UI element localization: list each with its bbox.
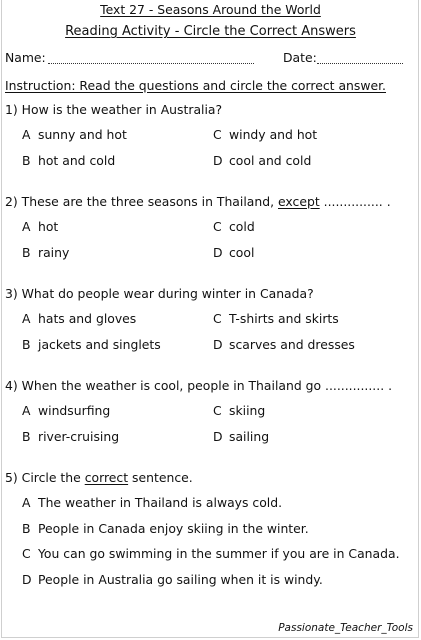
question-4: [5, 378, 392, 393]
option-5a[interactable]: A The weather in Thailand is always cold.: [22, 495, 283, 510]
question-end: .: [388, 378, 393, 393]
date-label: Date:: [283, 50, 317, 65]
option-2d[interactable]: D cool: [213, 245, 255, 260]
question-5: [5, 470, 193, 485]
option-2c[interactable]: C cold: [213, 219, 255, 234]
footer-credit: Passionate_Teacher_Tools: [278, 622, 413, 634]
option-3c[interactable]: C T-shirts and skirts: [213, 311, 339, 326]
text-number-heading: Text 27 - Seasons Around the World: [100, 2, 321, 17]
question-end: .: [386, 194, 391, 209]
question-emphasis: correct: [84, 470, 129, 485]
option-4a[interactable]: A windsurfing: [22, 403, 111, 418]
instruction: Instruction: Read the questions and circle the correct answer.: [5, 78, 386, 93]
question-text: How is the weather in Australia?: [21, 102, 223, 117]
option-5d[interactable]: D People in Australia go sailing when it is windy.: [22, 572, 323, 587]
question-number: 3): [5, 286, 18, 301]
date-field[interactable]: [317, 63, 403, 64]
option-2a[interactable]: A hot: [22, 219, 59, 234]
worksheet-title: Reading Activity - Circle the Correct Answers: [65, 24, 356, 39]
option-1d[interactable]: D cool and cold: [213, 153, 312, 168]
question-text: When the weather is cool, people in Thailand go: [21, 378, 322, 393]
answer-blank: ...............: [323, 194, 383, 209]
option-3d[interactable]: D scarves and dresses: [213, 337, 355, 352]
question-number: 5): [5, 470, 18, 485]
question-text: What do people wear during winter in Canada?: [21, 286, 314, 301]
question-end: sentence.: [132, 470, 193, 485]
question-2: [5, 194, 391, 209]
question-1: [5, 102, 222, 117]
name-field[interactable]: [48, 63, 254, 64]
option-5c[interactable]: C You can go swimming in the summer if you are in Canada.: [22, 546, 400, 561]
question-3: [5, 286, 314, 301]
question-emphasis: except: [278, 194, 320, 209]
option-2b[interactable]: B rainy: [22, 245, 70, 260]
option-4c[interactable]: C skiing: [213, 403, 266, 418]
option-1c[interactable]: C windy and hot: [213, 127, 318, 142]
question-number: 2): [5, 194, 18, 209]
option-4b[interactable]: B river-cruising: [22, 429, 120, 444]
option-1b[interactable]: B hot and cold: [22, 153, 116, 168]
question-number: 4): [5, 378, 18, 393]
option-5b[interactable]: B People in Canada enjoy skiing in the winter.: [22, 521, 309, 536]
option-3a[interactable]: A hats and gloves: [22, 311, 137, 326]
name-label: Name:: [5, 50, 46, 65]
option-4d[interactable]: D sailing: [213, 429, 270, 444]
question-number: 1): [5, 102, 18, 117]
option-1a[interactable]: A sunny and hot: [22, 127, 127, 142]
answer-blank: ...............: [325, 378, 385, 393]
question-text: Circle the: [21, 470, 81, 485]
option-3b[interactable]: B jackets and singlets: [22, 337, 161, 352]
question-text: These are the three seasons in Thailand,: [21, 194, 275, 209]
